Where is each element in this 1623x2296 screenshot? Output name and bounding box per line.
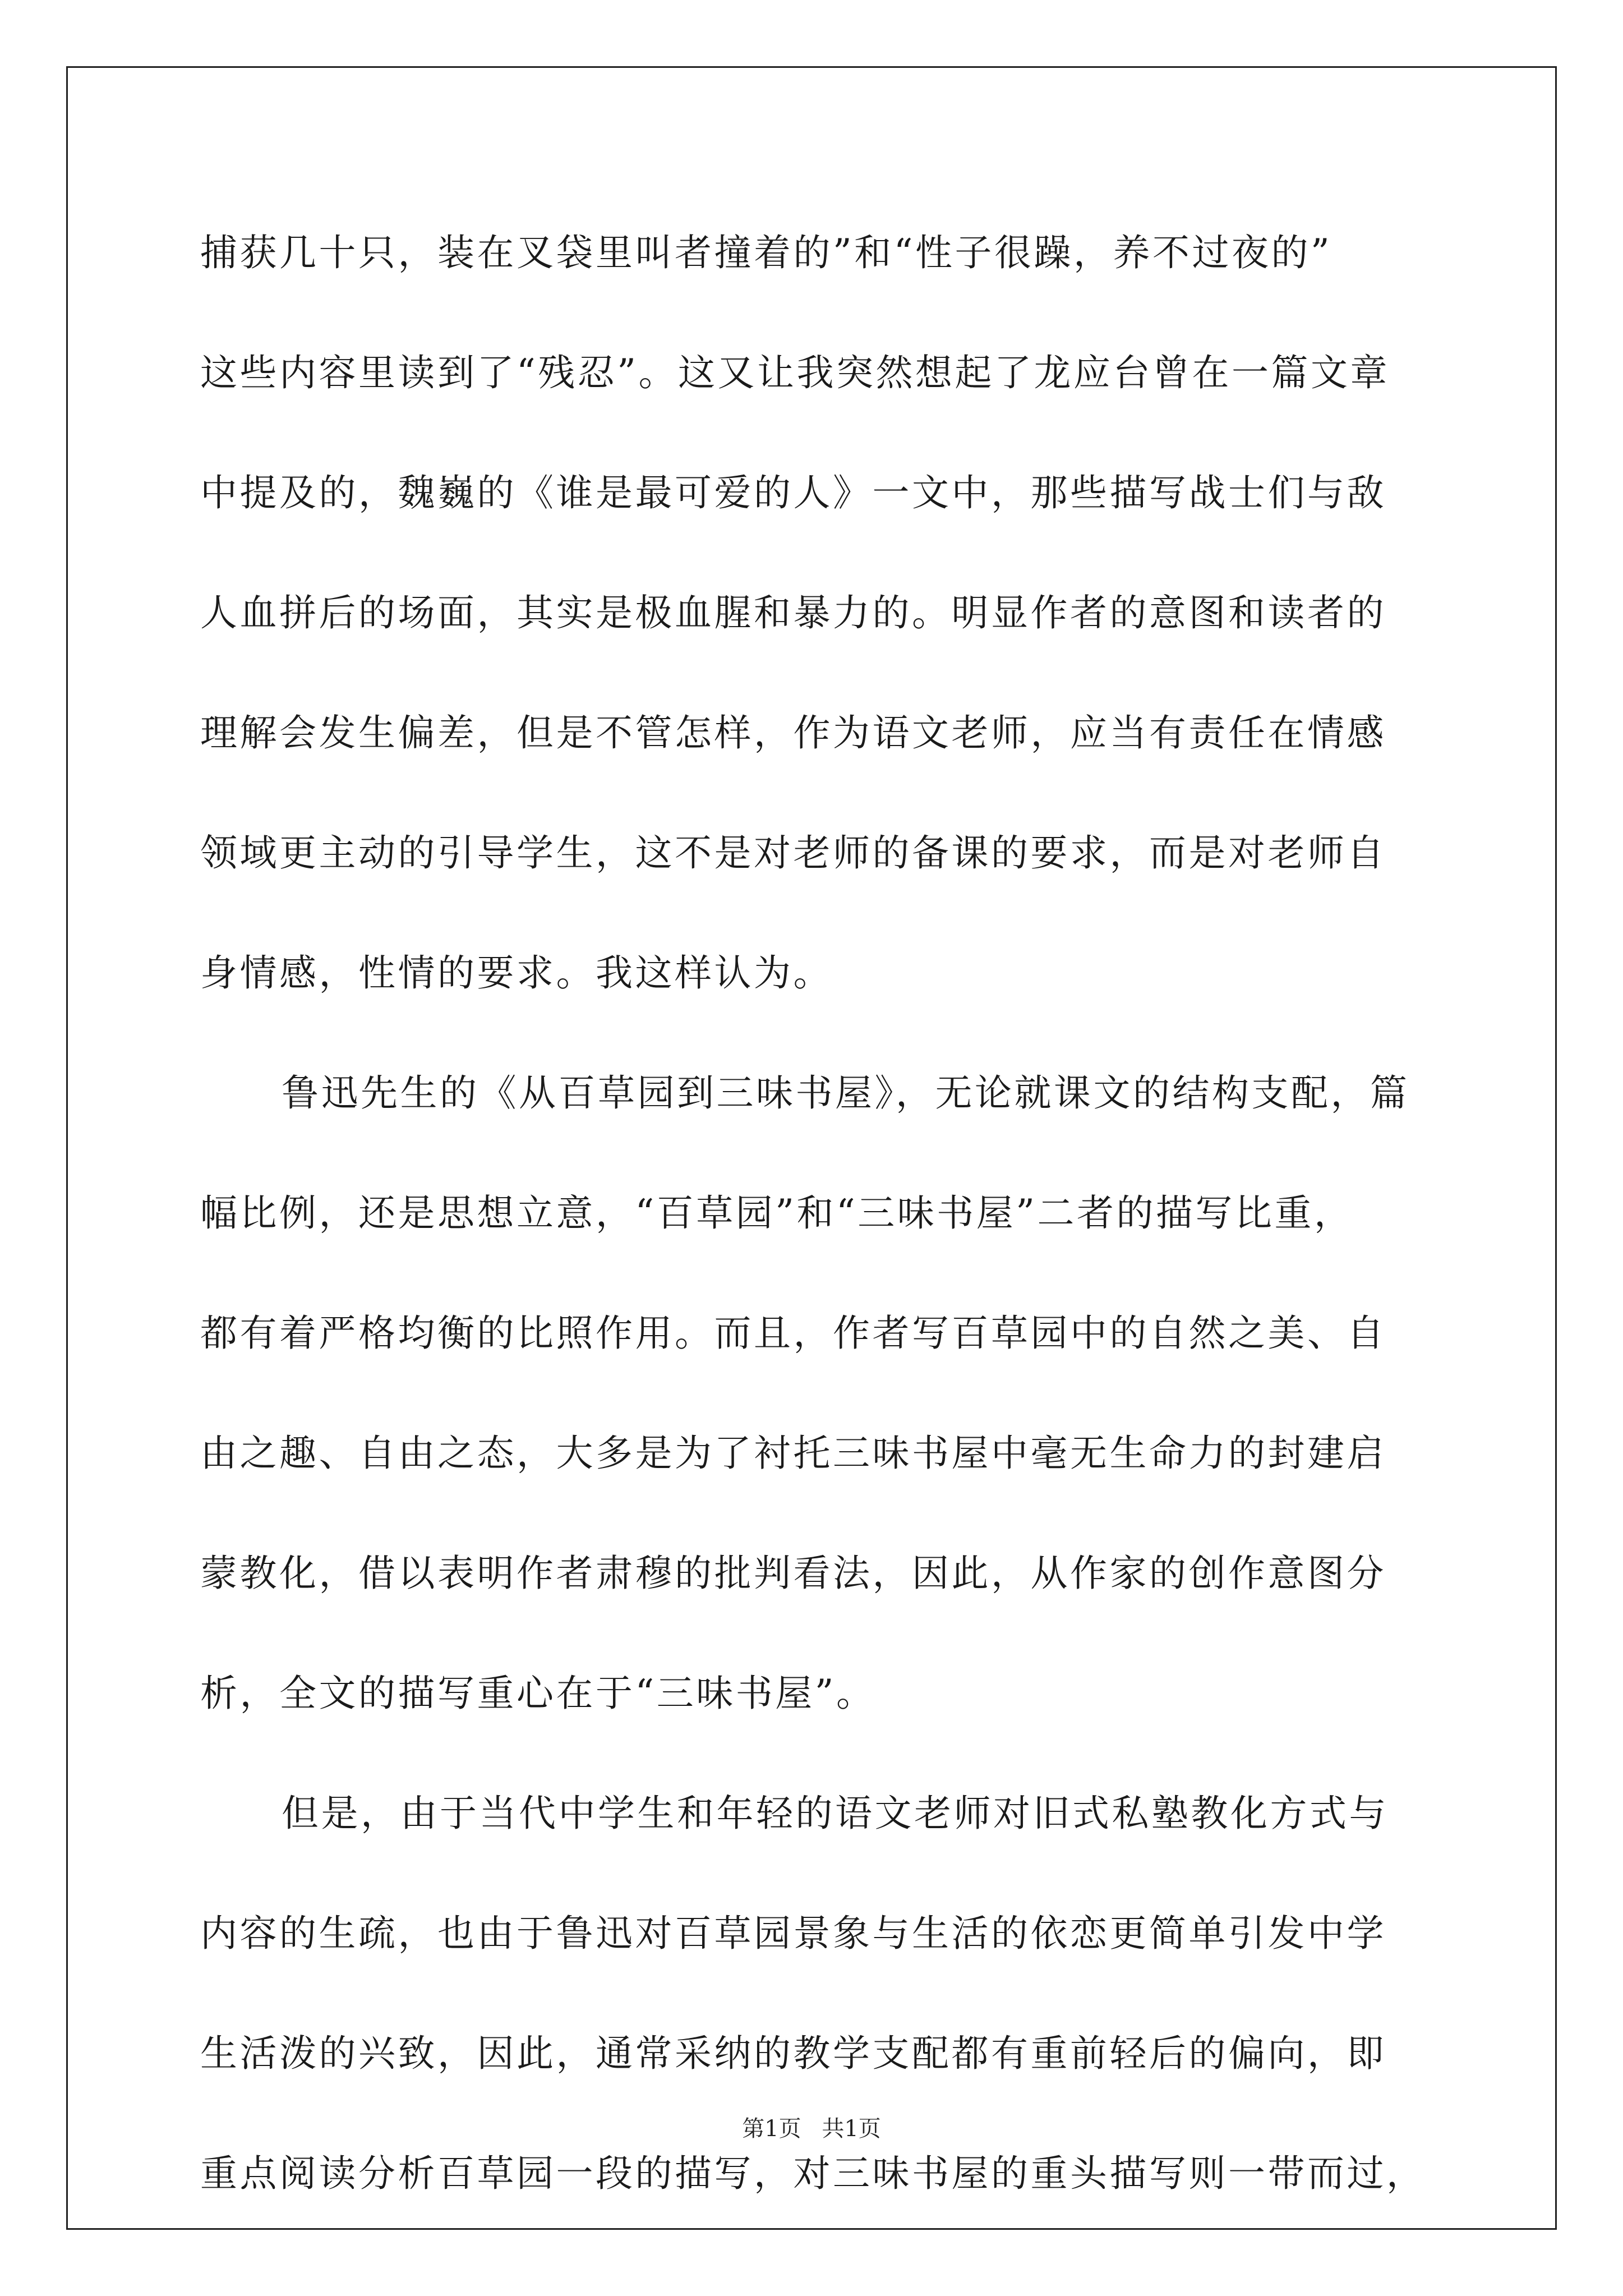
text-line: 身情感，性情的要求。我这样认为。 [200, 951, 833, 995]
text-line: 析，全文的描写重心在于“三味书屋”。 [200, 1672, 876, 1715]
text-line: 幅比例，还是思想立意，“百草园”和“三味书屋”二者的描写比重， [200, 1191, 1354, 1235]
text-line: 由之趣、自由之态，大多是为了衬托三味书屋中毫无生命力的封建启 [200, 1432, 1386, 1475]
text-line: 都有着严格均衡的比照作用。而且，作者写百草园中的自然之美、自 [200, 1312, 1386, 1355]
text-line: 中提及的，魏巍的《谁是最可爱的人》一文中，那些描写战士们与敌 [200, 471, 1386, 514]
text-line: 捕获几十只，装在叉袋里叫者撞着的”和“性子很躁，养不过夜的” [200, 231, 1332, 274]
document-body [200, 193, 1434, 2234]
page-footer [0, 2115, 1623, 2143]
text-line: 人血拼后的场面，其实是极血腥和暴力的。明显作者的意图和读者的 [200, 591, 1386, 634]
total-pages-label: 共1页 [822, 2116, 881, 2142]
paragraph-first-line: 但是，由于当代中学生和年轻的语文老师对旧式私塾教化方式与 [282, 1792, 1389, 1835]
text-line: 重点阅读分析百草园一段的描写，对三味书屋的重头描写则一带而过， [200, 2152, 1426, 2195]
text-line: 这些内容里读到了“残忍”。这又让我突然想起了龙应台曾在一篇文章 [200, 351, 1390, 394]
paragraph-first-line: 鲁迅先生的《从百草园到三味书屋》，无论就课文的结构支配，篇 [282, 1071, 1410, 1115]
text-line: 领域更主动的引导学生，这不是对老师的备课的要求，而是对老师自 [200, 831, 1386, 875]
text-line: 理解会发生偏差，但是不管怎样，作为语文老师，应当有责任在情感 [200, 711, 1386, 754]
text-line: 内容的生疏，也由于鲁迅对百草园景象与生活的依恋更简单引发中学 [200, 1912, 1386, 1955]
text-line: 生活泼的兴致，因此，通常采纳的教学支配都有重前轻后的偏向，即 [200, 2032, 1386, 2075]
current-page-label: 第1页 [742, 2116, 801, 2142]
text-line: 蒙教化，借以表明作者肃穆的批判看法，因此，从作家的创作意图分 [200, 1552, 1386, 1595]
